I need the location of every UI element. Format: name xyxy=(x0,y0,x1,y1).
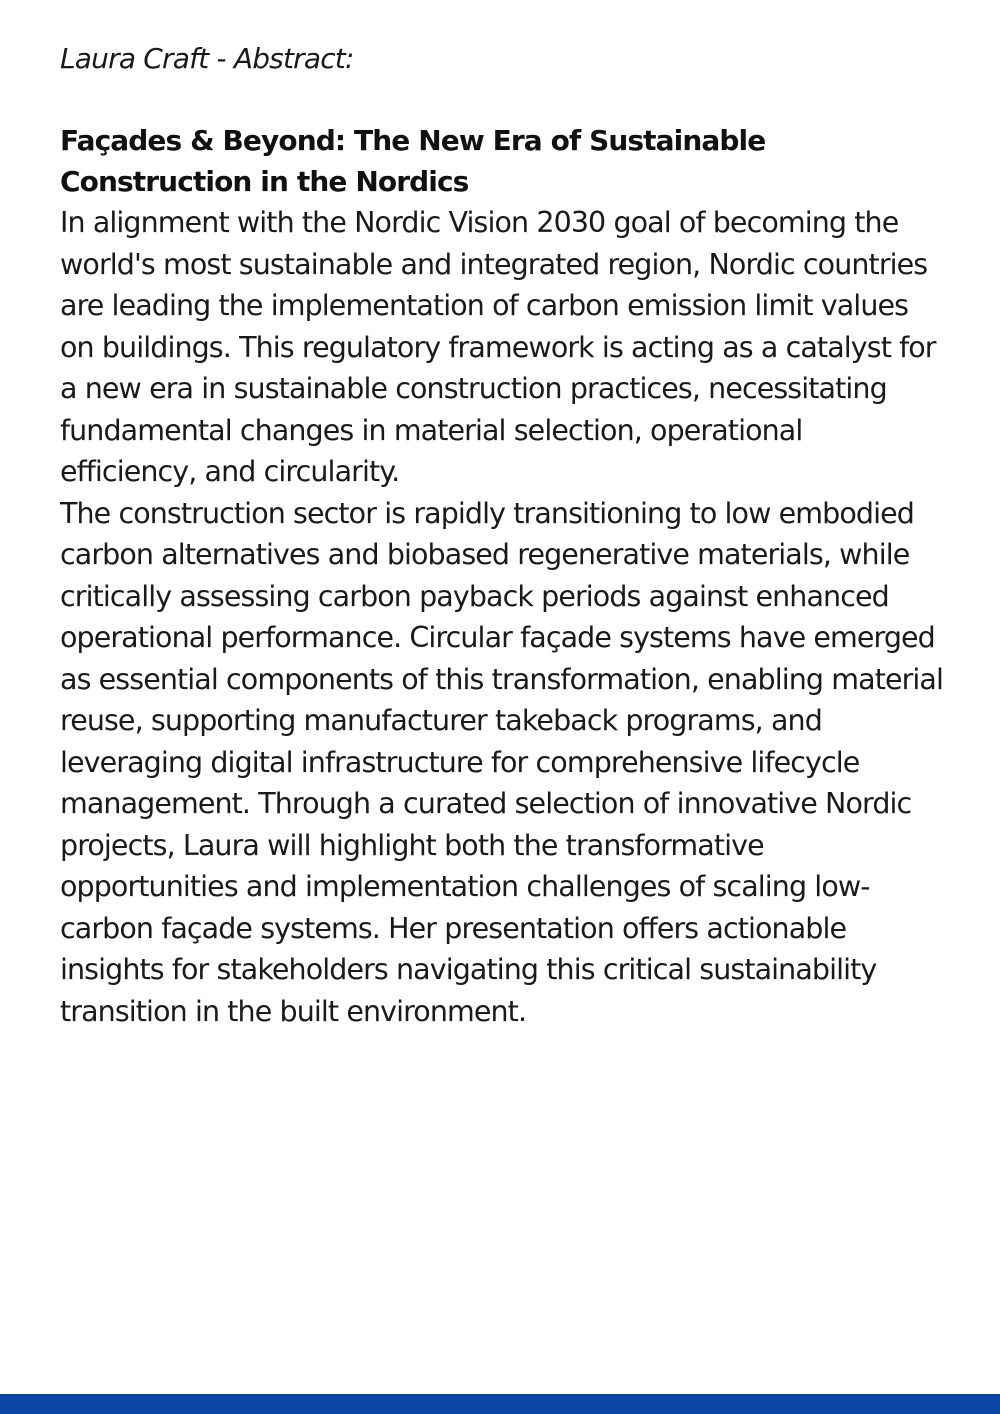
footer-bar xyxy=(0,1394,1000,1414)
title-line-2: Construction in the Nordics xyxy=(60,165,469,198)
title-line-1: Façades & Beyond: The New Era of Sustainable xyxy=(60,124,766,157)
paragraph-1: In alignment with the Nordic Vision 2030 goal of becoming the world's most sustainable and integrated region, Nordic countries are leading the implementation of carbon emission limit values on buildings. This regulatory framework is acting as a catalyst for a new era in sustainable construction practices, necessitating fundamental changes in material selection, operational efficiency, and circularity. xyxy=(60,206,936,488)
paragraph-2: The construction sector is rapidly transitioning to low embodied carbon alternatives and biobased regenerative materials, while critically assessing carbon payback periods against enhanced operational performance. Circular façade systems have emerged as essential components of this transformation, enabling material reuse, supporting manufacturer takeback programs, and leveraging digital infrastructure for comprehensive lifecycle management. Through a curated selection of innovative Nordic projects, Laura will highlight both the transformative opportunities and implementation challenges of scaling low-carbon façade systems. Her presentation offers actionable insights for stakeholders navigating this critical sustainability transition in the built environment. xyxy=(60,496,944,1028)
abstract-body xyxy=(60,202,945,1032)
document-page xyxy=(60,38,945,1032)
abstract-title xyxy=(60,120,945,202)
speaker-kicker: Laura Craft - Abstract: xyxy=(60,42,354,75)
